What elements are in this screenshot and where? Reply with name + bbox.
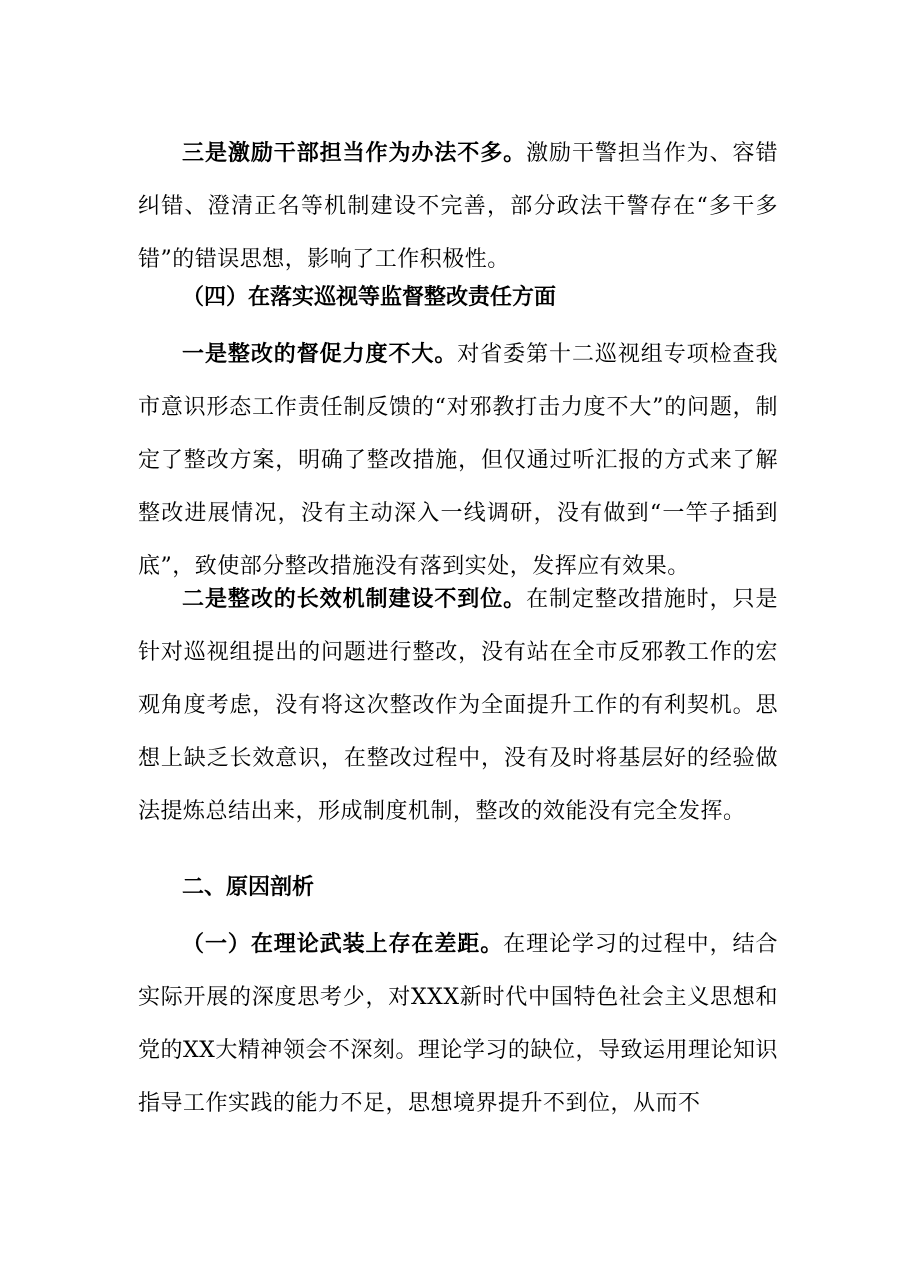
- paragraph-body: 在制定整改措施时，只是针对巡视组提出的问题进行整改，没有站在全市反邪教工作的宏观角度考虑，没有将这次整改作为全面提升工作的有利契机。思想上缺乏长效意识，在整改过程中，没有及时将基层好的经验做法提炼总结出来，形成制度机制，整改的效能没有完全发挥。: [138, 587, 778, 824]
- paragraph-theory: [138, 918, 778, 1130]
- paragraph-incentive: [138, 127, 778, 286]
- paragraph-supervision: [138, 328, 778, 593]
- paragraph-lead: 三是激励干部担当作为办法不多。: [182, 141, 527, 166]
- section-heading-rectification: （四）在落实巡视等监督整改责任方面: [182, 285, 557, 310]
- paragraph-body: 激励干警担当作为、容错纠错、澄清正名等机制建设不完善，部分政法干警存在“多干多错”的错误思想，影响了工作积极性。: [138, 141, 778, 272]
- paragraph-body: 在理论学习的过程中，结合实际开展的深度思考少，对XXX新时代中国特色社会主义思想和党的XX大精神领会不深刻。理论学习的缺位，导致运用理论知识指导工作实践的能力不足，思想境界提升不到位，从而不: [138, 932, 778, 1116]
- paragraph-mechanism: [138, 573, 778, 838]
- paragraph-lead: 一是整改的督促力度不大。: [182, 342, 458, 367]
- paragraph-body: 对省委第十二巡视组专项检查我市意识形态工作责任制反馈的“对邪教打击力度不大”的问题，制定了整改方案，明确了整改措施，但仅通过听汇报的方式来了解整改进展情况，没有主动深入一线调研，没有做到“一竿子插到底”，致使部分整改措施没有落到实处，发挥应有效果。: [138, 342, 778, 579]
- paragraph-lead: 二是整改的长效机制建设不到位。: [182, 587, 527, 612]
- section-heading-cause-analysis: 二、原因剖析: [182, 875, 315, 900]
- paragraph-lead: （一）在理论武装上存在差距。: [182, 932, 504, 957]
